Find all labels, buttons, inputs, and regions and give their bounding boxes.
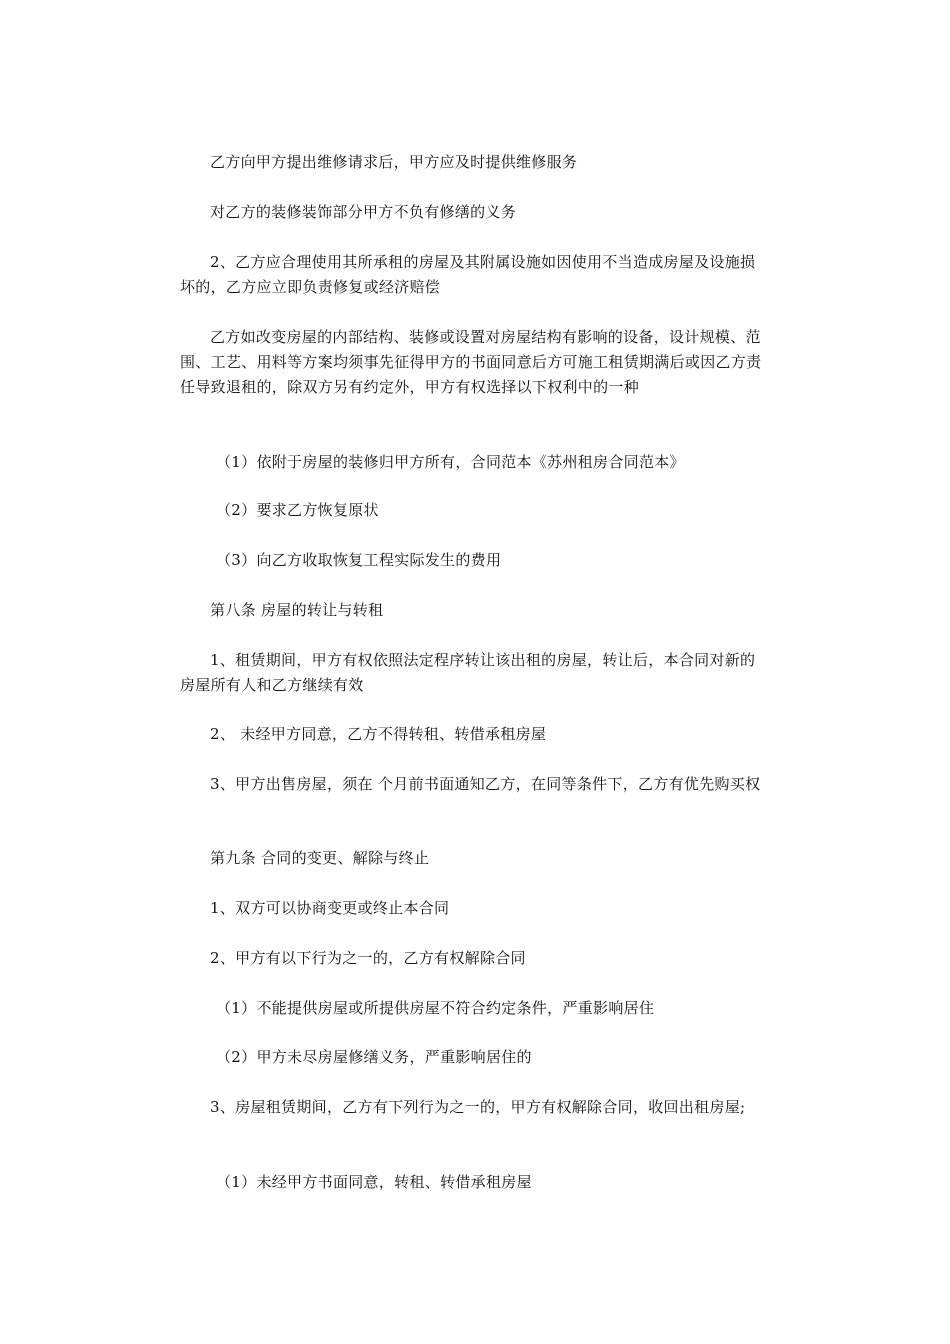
paragraph: 3、房屋租赁期间，乙方有下列行为之一的，甲方有权解除合同，收回出租房屋; bbox=[210, 1098, 746, 1116]
paragraph: 乙方如改变房屋的内部结构、装修或设置对房屋结构有影响的设备，设计规模、范围、工艺、用料等方案均须事先征得甲方的书面同意后方可施工租赁期满后或因乙方责任导致退租的，除双方另有约定外，甲方有权选择以下权利中的一种 bbox=[180, 328, 762, 396]
list-item: （2）要求乙方恢复原状 bbox=[216, 501, 379, 519]
paragraph: 1、租赁期间，甲方有权依照法定程序转让该出租的房屋，转让后，本合同对新的房屋所有人和乙方继续有效 bbox=[180, 651, 756, 694]
paragraph: 对乙方的装修装饰部分甲方不负有修缮的义务 bbox=[210, 203, 517, 221]
paragraph: 2、 未经甲方同意，乙方不得转租、转借承租房屋 bbox=[210, 725, 547, 743]
list-item: （1）依附于房屋的装修归甲方所有，合同范本《苏州租房合同范本》 bbox=[216, 453, 685, 471]
paragraph: 乙方向甲方提出维修请求后，甲方应及时提供维修服务 bbox=[210, 153, 578, 171]
paragraph: 3、甲方出售房屋，须在 个月前书面通知乙方，在同等条件下，乙方有优先购买权 bbox=[210, 775, 761, 793]
list-item: （3）向乙方收取恢复工程实际发生的费用 bbox=[216, 551, 502, 569]
list-item: （1）不能提供房屋或所提供房屋不符合约定条件，严重影响居住 bbox=[216, 999, 655, 1017]
list-item: （2）甲方未尽房屋修缮义务，严重影响居住的 bbox=[216, 1048, 532, 1066]
list-item: （1）未经甲方书面同意，转租、转借承租房屋 bbox=[216, 1173, 532, 1191]
section-heading: 第八条 房屋的转让与转租 bbox=[210, 601, 384, 619]
paragraph: 2、乙方应合理使用其所承租的房屋及其附属设施如因使用不当造成房屋及设施损坏的，乙方应立即负责修复或经济赔偿 bbox=[180, 253, 756, 296]
paragraph: 2、甲方有以下行为之一的，乙方有权解除合同 bbox=[210, 949, 526, 967]
section-heading: 第九条 合同的变更、解除与终止 bbox=[210, 849, 430, 867]
paragraph: 1、双方可以协商变更或终止本合同 bbox=[210, 899, 450, 917]
